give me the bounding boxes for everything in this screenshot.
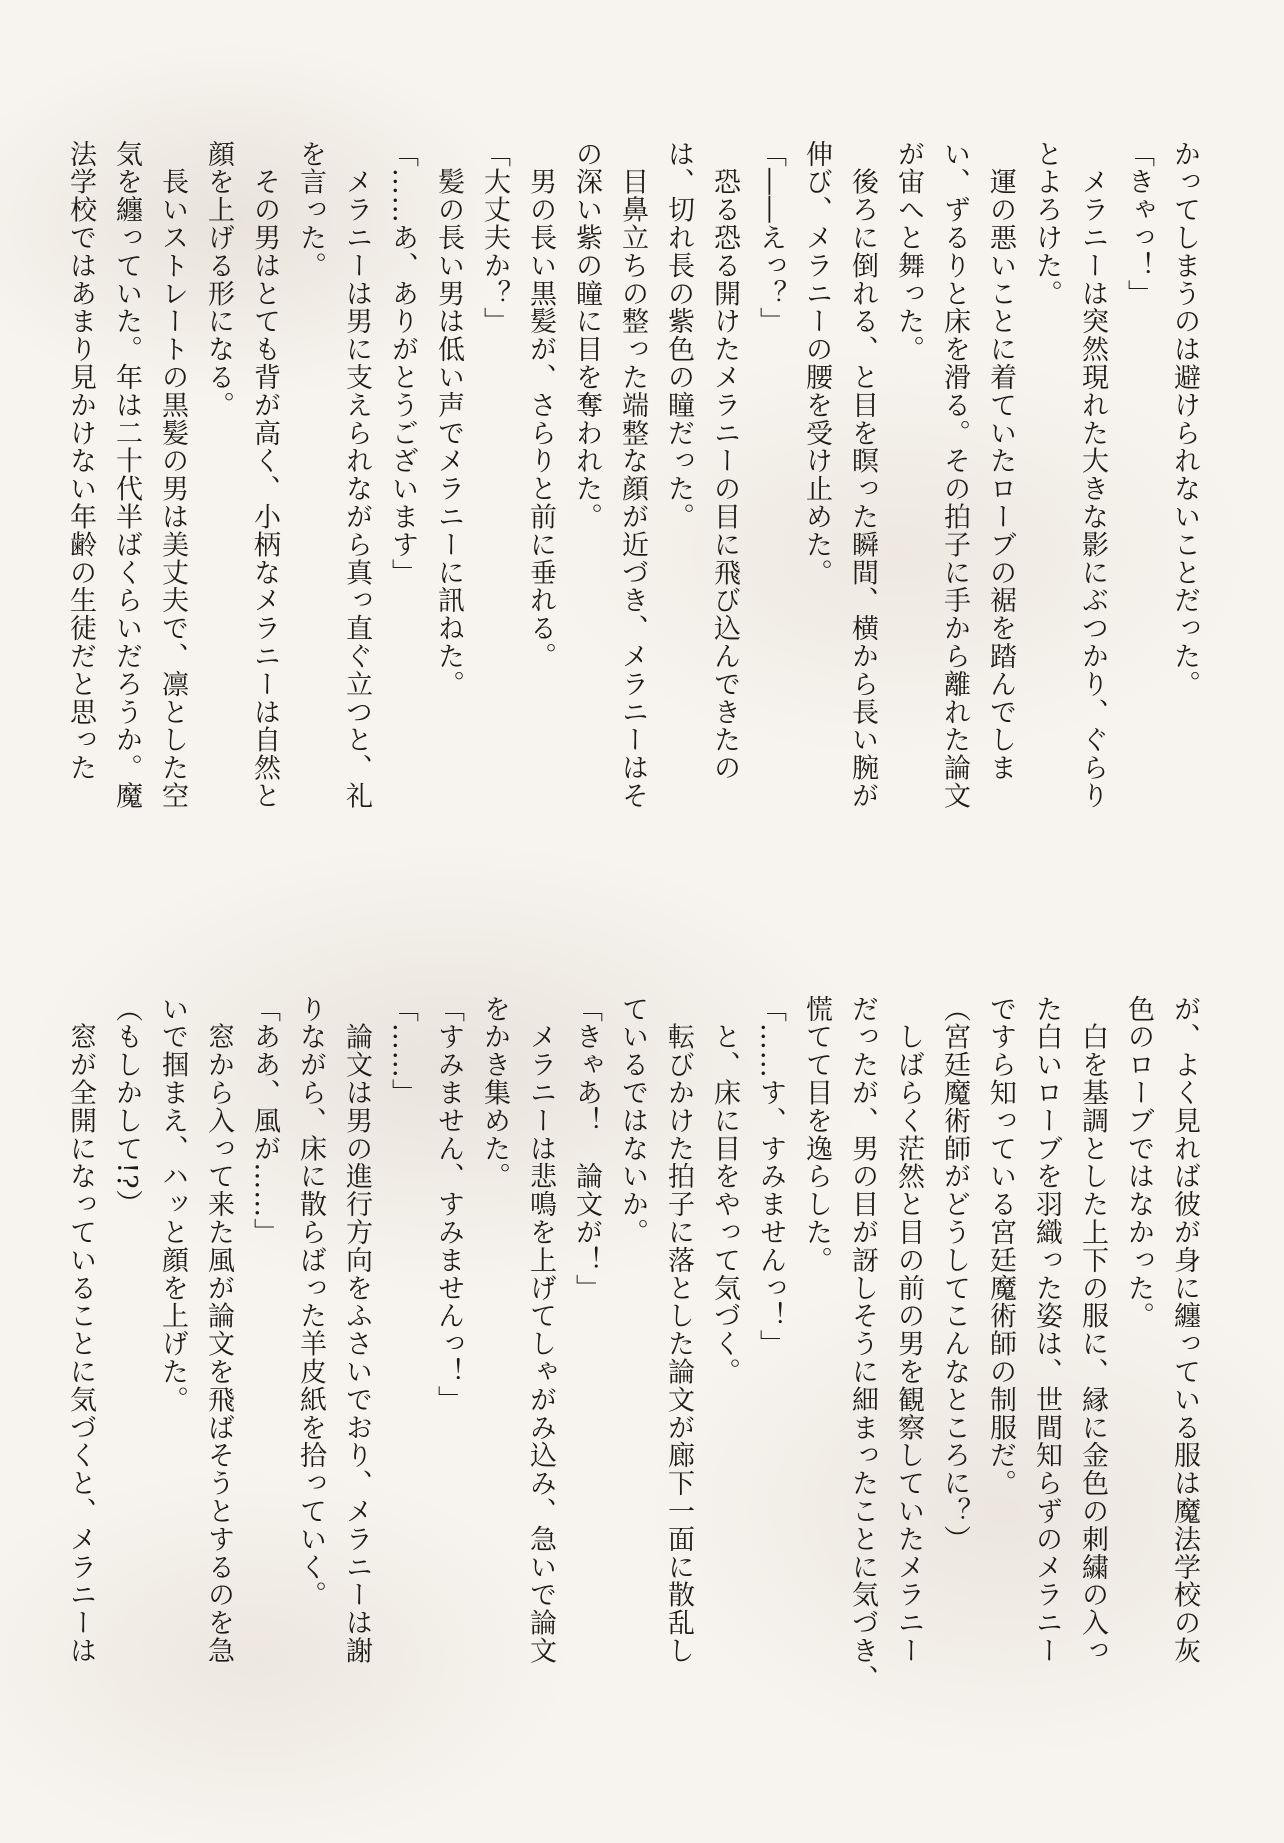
text-line: 恐る恐る開けたメラニーの目に飛び込んできたの bbox=[709, 140, 740, 782]
text-line: とよろけた。 bbox=[1031, 140, 1062, 308]
text-line: ですら知っている宮廷魔術師の制服だ。 bbox=[985, 995, 1016, 1498]
text-line: 転びかけた拍子に落とした論文が廊下一面に散乱し bbox=[663, 995, 694, 1665]
text-line: いで掴まえ、ハッと顔を上げた。 bbox=[157, 995, 188, 1414]
text-line: 顔を上げる形になる。 bbox=[203, 140, 234, 419]
text-line: 後ろに倒れる、と目を瞑った瞬間、横から長い腕が bbox=[847, 140, 878, 810]
text-line: だったが、男の目が訝しそうに細まったことに気づき、 bbox=[847, 995, 878, 1693]
text-line: 慌てて目を逸らした。 bbox=[801, 995, 832, 1274]
text-line: 論文は男の進行方向をふさいでおり、メラニーは謝 bbox=[341, 995, 372, 1665]
text-line: 「ああ、風が……」 bbox=[249, 995, 280, 1247]
text-line: 法学校ではあまり見かけない年齢の生徒だと思った bbox=[65, 140, 96, 782]
text-line: 窓が全開になっていることに気づくと、メラニーは bbox=[65, 995, 96, 1665]
text-line: 窓から入って来た風が論文を飛ばそうとするのを急 bbox=[203, 995, 234, 1665]
text-line: が、よく見れば彼が身に纏っている服は魔法学校の灰 bbox=[1169, 995, 1200, 1665]
text-line: （もしかして!?） bbox=[111, 995, 142, 1218]
text-line: 白を基調とした上下の服に、縁に金色の刺繍の入っ bbox=[1077, 995, 1108, 1665]
text-line: 「――えっ？」 bbox=[755, 140, 786, 336]
text-line: 色のローブではなかった。 bbox=[1123, 995, 1154, 1330]
text-line: を言った。 bbox=[295, 140, 326, 280]
text-line: 気を纏っていた。年は二十代半ばくらいだろうか。魔 bbox=[111, 140, 142, 810]
text-line: 「きゃっ！」 bbox=[1123, 140, 1154, 308]
text-line: メラニーは突然現れた大きな影にぶつかり、ぐらり bbox=[1077, 140, 1108, 810]
text-line: メラニーは男に支えられながら真っ直ぐ立つと、礼 bbox=[341, 140, 372, 810]
text-line: い、ずるりと床を滑る。その拍子に手から離れた論文 bbox=[939, 140, 970, 810]
text-line: 男の長い黒髪が、さらりと前に垂れる。 bbox=[525, 140, 556, 671]
text-line: の深い紫の瞳に目を奪われた。 bbox=[571, 140, 602, 531]
text-line: 「……」 bbox=[387, 995, 418, 1107]
text-line: 髪の長い男は低い声でメラニーに訊ねた。 bbox=[433, 140, 464, 698]
text-line: 運の悪いことに着ていたローブの裾を踏んでしま bbox=[985, 140, 1016, 782]
text-line: が宙へと舞った。 bbox=[893, 140, 924, 364]
text-line: 「……す、すみませんっ！」 bbox=[755, 995, 786, 1358]
text-line: 「きゃあ！ 論文が！」 bbox=[571, 995, 602, 1302]
text-line: メラニーは悲鳴を上げてしゃがみ込み、急いで論文 bbox=[525, 995, 556, 1665]
text-line: りながら、床に散らばった羊皮紙を拾っていく。 bbox=[295, 995, 326, 1609]
text-line: をかき集めた。 bbox=[479, 995, 510, 1191]
text-line: かってしまうのは避けられないことだった。 bbox=[1169, 140, 1200, 698]
text-line: 「大丈夫か？」 bbox=[479, 140, 510, 336]
text-line: た白いローブを羽織った姿は、世間知らずのメラニー bbox=[1031, 995, 1062, 1665]
text-line: は、切れ長の紫色の瞳だった。 bbox=[663, 140, 694, 531]
text-line: 長いストレートの黒髪の男は美丈夫で、凛とした空 bbox=[157, 140, 188, 810]
text-line: 伸び、メラニーの腰を受け止めた。 bbox=[801, 140, 832, 587]
text-line: （宮廷魔術師がどうしてこんなところに？） bbox=[939, 995, 970, 1553]
text-line: その男はとても背が高く、小柄なメラニーは自然と bbox=[249, 140, 280, 810]
upper-text-block bbox=[65, 140, 1207, 885]
text-line: 「すみません、すみませんっ！」 bbox=[433, 995, 464, 1414]
text-line: しばらく茫然と目の前の男を観察していたメラニー bbox=[893, 995, 924, 1665]
lower-text-block bbox=[65, 995, 1207, 1693]
text-line: 「……あ、ありがとうございます」 bbox=[387, 140, 418, 587]
text-line: ているではないか。 bbox=[617, 995, 648, 1247]
text-line: 目鼻立ちの整った端整な顔が近づき、メラニーはそ bbox=[617, 140, 648, 810]
text-line: と、床に目をやって気づく。 bbox=[709, 995, 740, 1386]
